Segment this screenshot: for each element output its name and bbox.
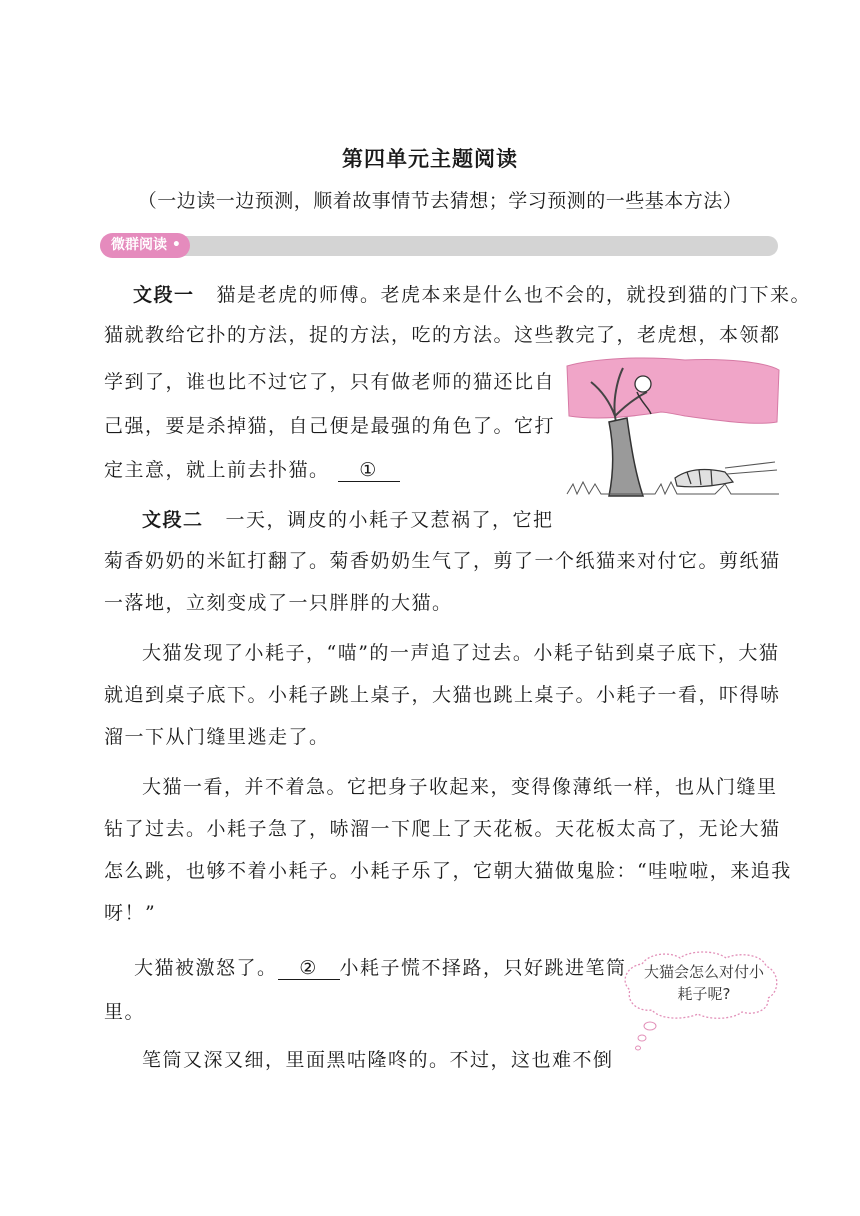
passage-5-line-1: 大猫被激怒了。 ② 小耗子慌不择路，只好跳进笔筒 bbox=[134, 957, 627, 979]
passage-1-line-3: 学到了，谁也比不过它了，只有做老师的猫还比自 bbox=[104, 371, 556, 393]
passage-1-line-4: 己强，要是杀掉猫，自己便是最强的角色了。它打 bbox=[104, 415, 556, 437]
passage-2-line-3: 一落地，立刻变成了一只胖胖的大猫。 bbox=[104, 592, 453, 614]
passage-1-line-5: 定主意，就上前去扑猫。 ① bbox=[104, 450, 400, 490]
answer-blank-2[interactable]: ② bbox=[278, 957, 340, 980]
page-title: 第四单元主题阅读 bbox=[342, 147, 518, 171]
passage-2-line-1: 文段二 一天，调皮的小耗子又惹祸了，它把 bbox=[142, 509, 554, 531]
passage-2-label: 文段二 bbox=[142, 509, 204, 531]
passage-3-line-1: 大猫发现了小耗子，“喵”的一声追了过去。小耗子钻到桌子底下，大猫 bbox=[142, 642, 780, 664]
passage-1-line-2: 猫就教给它扑的方法，捉的方法，吃的方法。这些教完了，老虎想，本领都 bbox=[104, 324, 781, 346]
tree-cat-tiger-illustration bbox=[565, 356, 781, 506]
section-banner-bar bbox=[100, 236, 778, 256]
page-subtitle: （一边读一边预测，顺着故事情节去猜想；学习预测的一些基本方法） bbox=[137, 190, 743, 212]
passage-1-label: 文段一 bbox=[133, 284, 195, 306]
section-banner-tag: 微群阅读 • bbox=[100, 233, 190, 258]
passage-3-line-3: 溜一下从门缝里逃走了。 bbox=[104, 726, 330, 748]
passage-5-line-2: 里。 bbox=[104, 1001, 146, 1023]
passage-4-line-1: 大猫一看，并不着急。它把身子收起来，变得像薄纸一样，也从门缝里 bbox=[142, 776, 778, 798]
passage-3-line-2: 就追到桌子底下。小耗子跳上桌子，大猫也跳上桌子。小耗子一看，吓得哧 bbox=[104, 684, 781, 706]
passage-4-line-4: 呀！” bbox=[104, 902, 157, 924]
passage-4-line-2: 钻了过去。小耗子急了，哧溜一下爬上了天花板。天花板太高了，无论大猫 bbox=[104, 818, 781, 840]
passage-1-line-1: 文段一 猫是老虎的师傅。老虎本来是什么也不会的，就投到猫的门下来。 bbox=[133, 284, 812, 306]
passage-2-line-2: 菊香奶奶的米缸打翻了。菊香奶奶生气了，剪了一个纸猫来对付它。剪纸猫 bbox=[104, 550, 781, 572]
answer-blank-1[interactable]: ① bbox=[338, 459, 400, 482]
thought-bubble-text: 大猫会怎么对付小耗子呢? bbox=[643, 963, 764, 1003]
passage-6-line-1: 笔筒又深又细，里面黑咕隆咚的。不过，这也难不倒 bbox=[142, 1049, 614, 1071]
passage-4-line-3: 怎么跳，也够不着小耗子。小耗子乐了，它朝大猫做鬼脸：“哇啦啦，来追我 bbox=[104, 860, 792, 882]
